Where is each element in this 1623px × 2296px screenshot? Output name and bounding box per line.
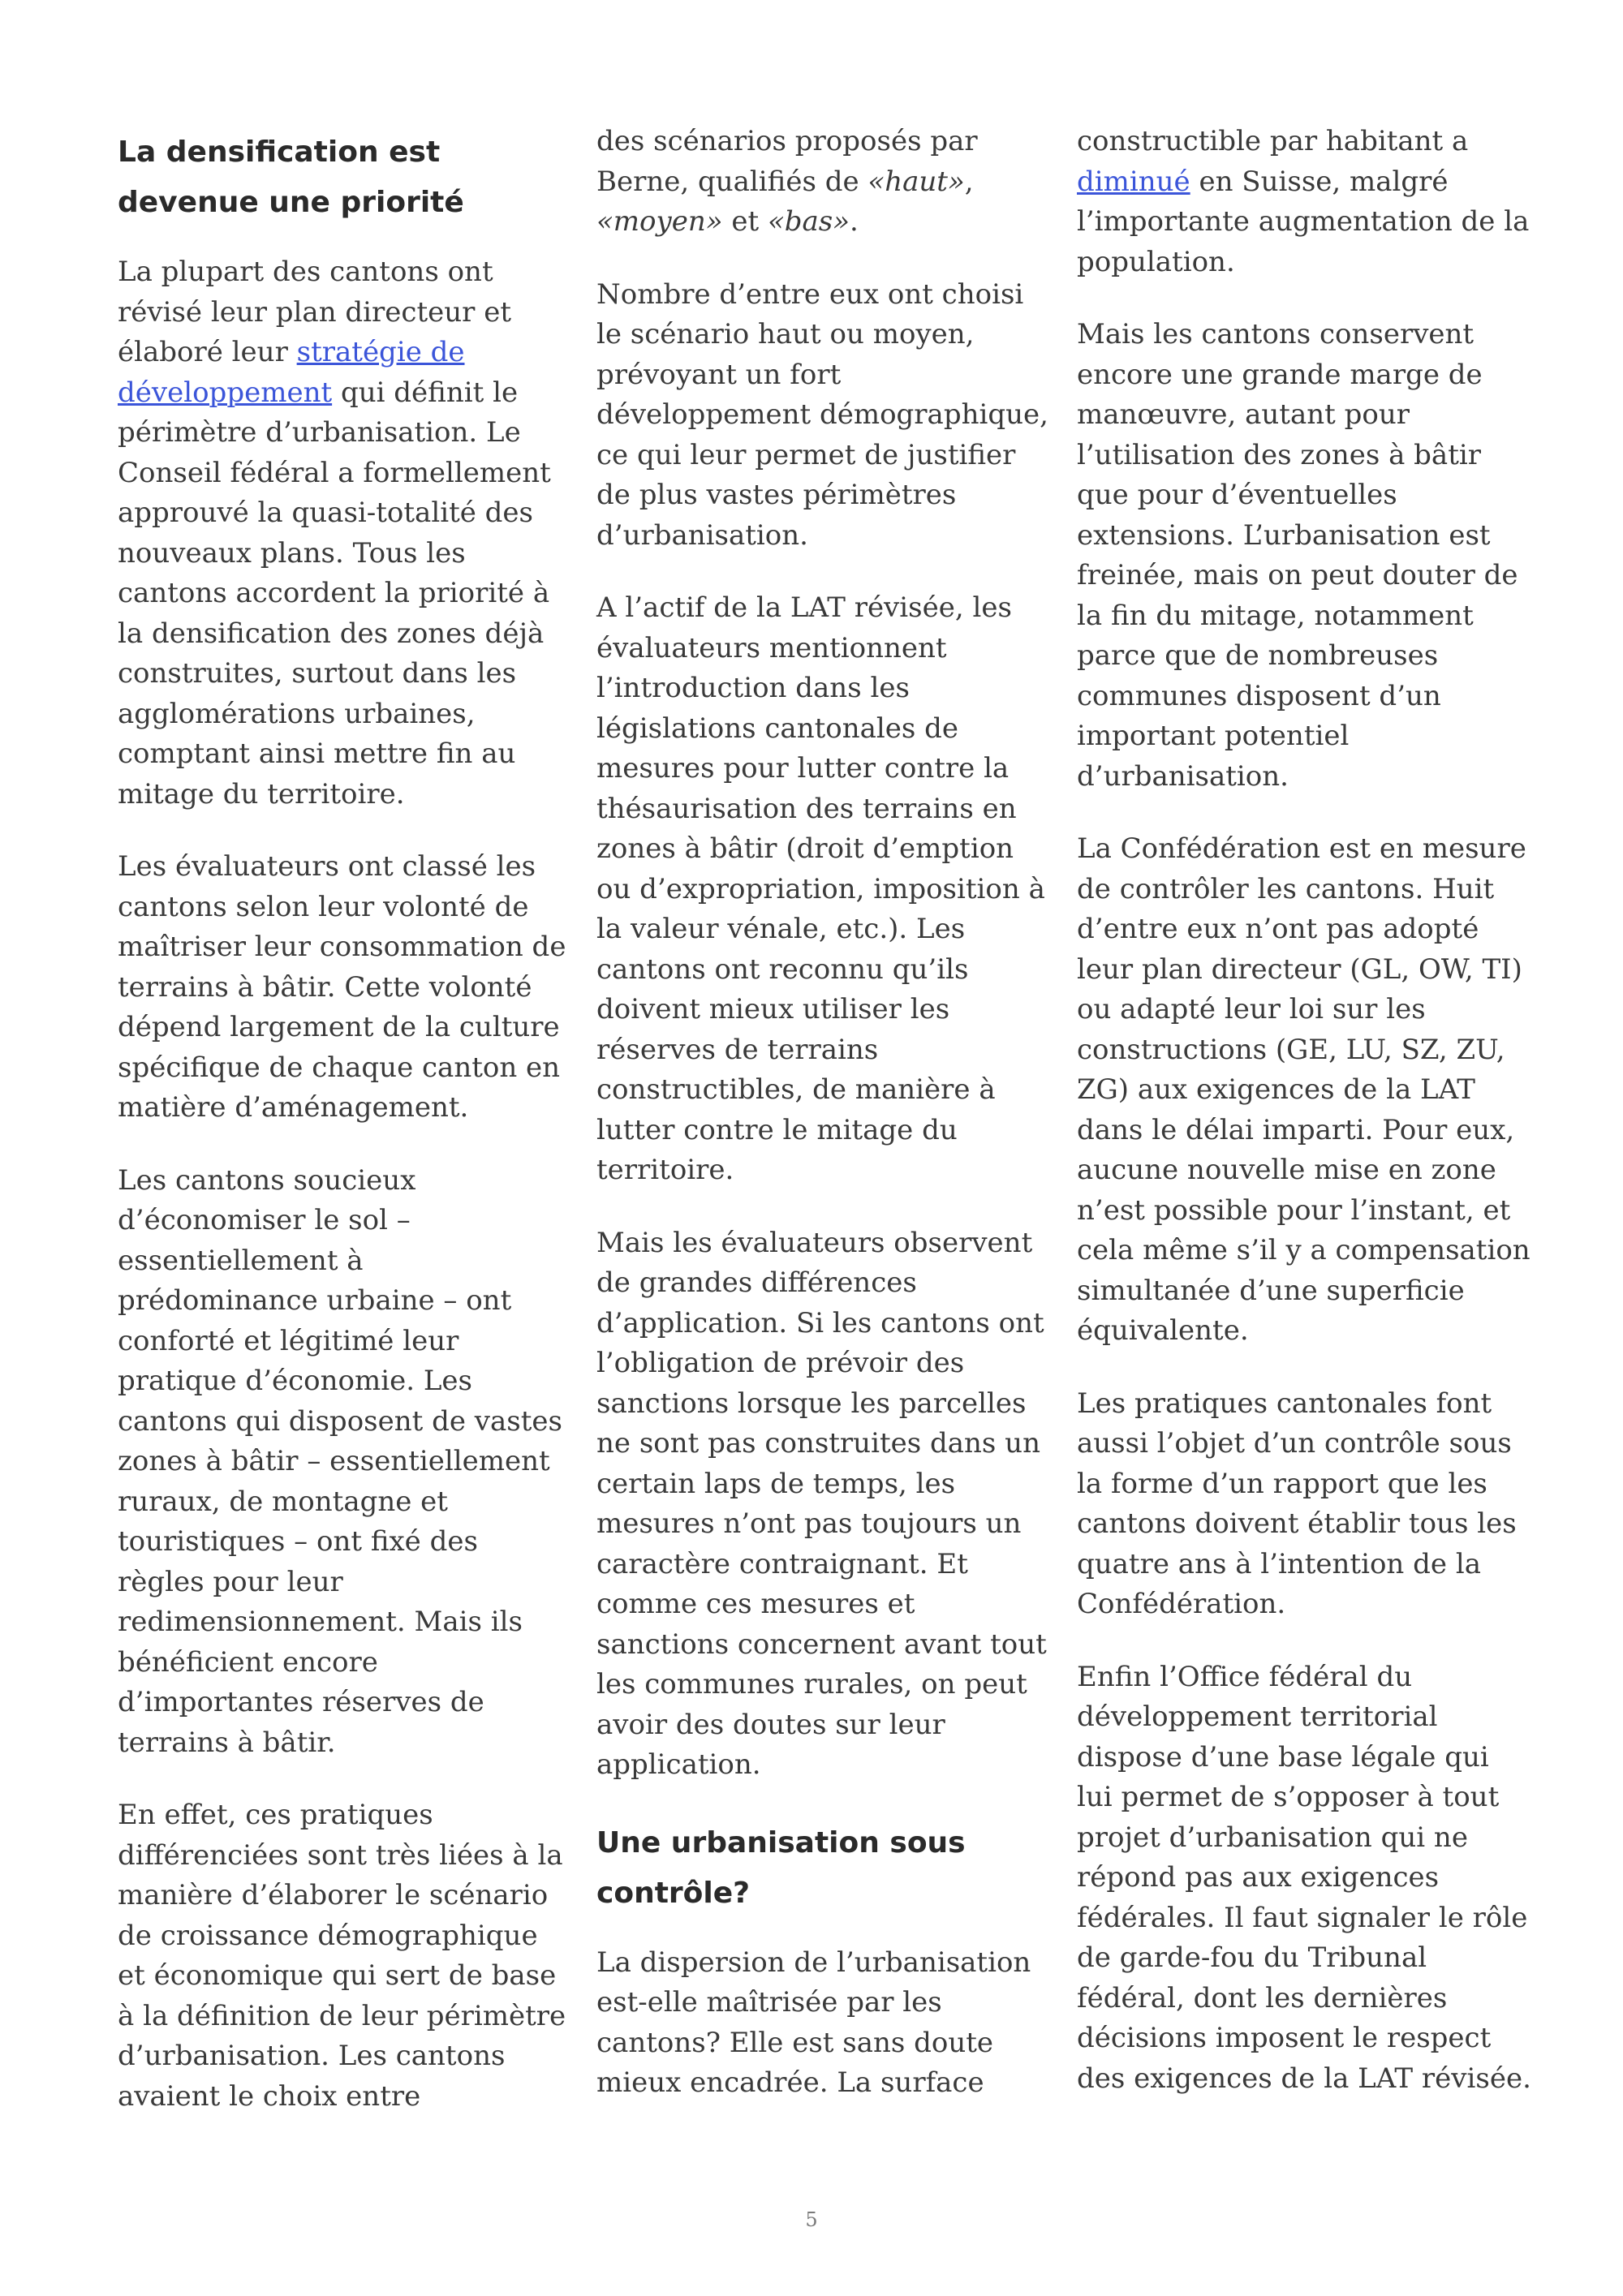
text-span: des scénarios proposés par Berne, qualifiés de bbox=[596, 125, 978, 198]
paragraph bbox=[118, 252, 572, 815]
paragraph bbox=[596, 122, 1051, 243]
text-span: , bbox=[964, 165, 974, 198]
paragraph: Enfin l’Office fédéral du développement territorial dispose d’une base légale qui lui permet de s’opposer à tout projet d’urbanisation qui ne répond pas aux exigences fédérales. Il faut signaler le rôle de garde-fou du Tribunal fédéral, dont les dernières décisions imposent le respect des exigences de la LAT révisée. bbox=[1077, 1660, 1531, 2095]
paragraph bbox=[1077, 122, 1531, 282]
paragraph: Mais les évaluateurs observent de grandes différences d’application. Si les cantons ont l’obligation de prévoir des sanctions lorsque les parcelles ne sont pas construites dans un certain laps de temps, les mesures n’ont pas toujours un caractère contraignant. Et comme ces mesures et sanctions concernent avant tout les communes rurales, on peut avoir des doutes sur leur application. bbox=[596, 1226, 1047, 1781]
heading-urbanisation-controle: Une urbanisation sous contrôle? bbox=[596, 1825, 966, 1910]
column-1 bbox=[118, 122, 572, 2149]
paragraph: Les cantons soucieux d’économiser le sol – essentiellement à prédominance urbaine – ont conforté et légitimé leur pratique d’économie. Les cantons qui disposent de vastes zones à bâtir – essentiellement ruraux, de montagne et touristiques – ont fixé des règles pour leur redimensionnement. Mais ils bénéficient encore d’importantes réserves de terrains à bâtir. bbox=[118, 1163, 562, 1759]
paragraph: Mais les cantons conservent encore une grande marge de manœuvre, autant pour l’utilisation des zones à bâtir que pour d’éventuelles extensions. L’urbanisation est freinée, mais on peut douter de la fin du mitage, notamment parce que de nombreuses communes disposent d’un important potentiel d’urbanisation. bbox=[1077, 318, 1518, 793]
quote-bas: «bas» bbox=[767, 205, 850, 238]
heading-densification: La densification est devenue une priorité bbox=[118, 135, 464, 219]
diminue-link[interactable]: diminué bbox=[1077, 165, 1190, 198]
text-span: qui définit le périmètre d’urbanisation. Le Conseil fédéral a formellement approuvé la quasi-totalité des nouveaux plans. Tous les cantons accordent la priorité à la densification des zones déjà construites, surtout dans les agglomérations urbaines, comptant ainsi mettre fin au mitage du territoire. bbox=[118, 376, 551, 810]
quote-haut: «haut» bbox=[867, 165, 965, 198]
paragraph: Nombre d’entre eux ont choisi le scénario haut ou moyen, prévoyant un fort développement démographique, ce qui leur permet de justifier de plus vastes périmètres d’urbanisation. bbox=[596, 277, 1048, 552]
text-span: . bbox=[850, 205, 859, 238]
paragraph: La Confédération est en mesure de contrôler les cantons. Huit d’entre eux n’ont pas adopté leur plan directeur (GL, OW, TI) ou adapté leur loi sur les constructions (GE, LU, SZ, ZU, ZG) aux exigences de la LAT dans le délai imparti. Pour eux, aucune nouvelle mise en zone n’est possible pour l’instant, et cela même s’il y a compensation simultanée d’une superficie équivalente. bbox=[1077, 832, 1530, 1347]
text-span: et bbox=[722, 205, 768, 238]
column-3 bbox=[1077, 122, 1531, 2131]
page-number: 5 bbox=[805, 2208, 818, 2231]
paragraph: Les pratiques cantonales font aussi l’objet d’un contrôle sous la forme d’un rapport que les cantons doivent établir tous les quatre ans à l’intention de la Confédération. bbox=[1077, 1387, 1517, 1620]
text-span: constructible par habitant a bbox=[1077, 125, 1469, 157]
strategie-developpement-link[interactable]: stratégie de développement bbox=[118, 336, 465, 409]
column-2 bbox=[596, 122, 1051, 2136]
paragraph: La dispersion de l’urbanisation est-elle maîtrisée par les cantons? Elle est sans doute mieux encadrée. La surface bbox=[596, 1946, 1031, 2099]
paragraph: Les évaluateurs ont classé les cantons selon leur volonté de maîtriser leur consommation de terrains à bâtir. Cette volonté dépend largement de la culture spécifique de chaque canton en matière d’aménagement. bbox=[118, 850, 566, 1124]
text-span: La plupart des cantons ont révisé leur plan directeur et élaboré leur bbox=[118, 256, 511, 368]
paragraph: A l’actif de la LAT révisée, les évaluateurs mentionnent l’introduction dans les législations cantonales de mesures pour lutter contre la thésaurisation des terrains en zones à bâtir (droit d’emption ou d’expropriation, imposition à la valeur vénale, etc.). Les cantons ont reconnu qu’ils doivent mieux utiliser les réserves de terrains constructibles, de manière à lutter contre le mitage du territoire. bbox=[596, 591, 1045, 1186]
paragraph: En effet, ces pratiques différenciées sont très liées à la manière d’élaborer le scénario de croissance démographique et économique qui sert de base à la définition de leur périmètre d’urbanisation. Les cantons avaient le choix entre bbox=[118, 1799, 566, 2113]
text-span: en Suisse, malgré l’importante augmentation de la population. bbox=[1077, 165, 1530, 278]
quote-moyen: «moyen» bbox=[596, 205, 723, 238]
